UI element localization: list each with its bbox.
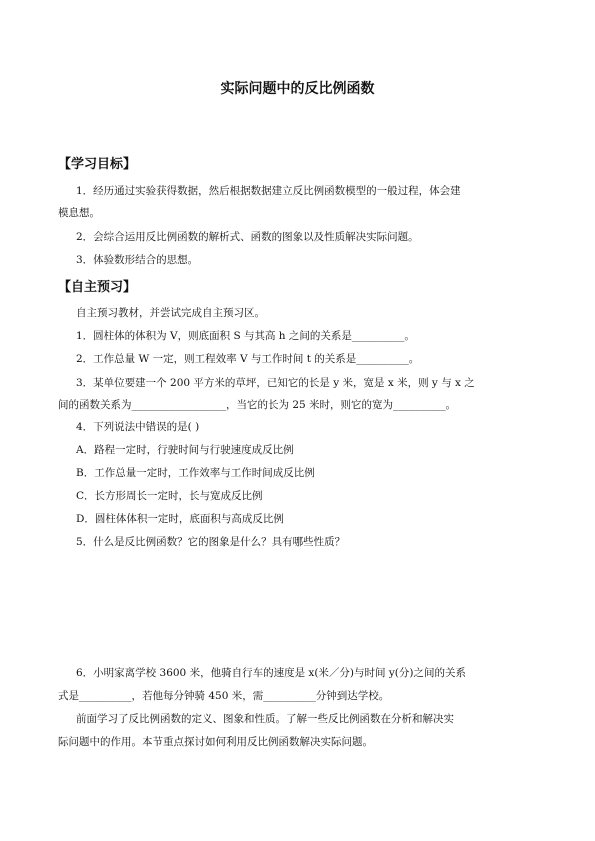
goal-item-3: 3．体验数形结合的思想。 [76,254,199,266]
question-4-option-c: C．长方形周长一定时，长与宽成反比例 [76,490,263,502]
question-3-line-2: 间的函数关系为__________________，当它的长为 25 米时，则它的宽为__________。 [58,399,457,411]
outro-line-2: 际问题中的作用。本节重点探讨如何利用反比例函数解决实际问题。 [58,736,373,748]
question-4-option-d: D．圆柱体体积一定时，底面积与高成反比例 [76,513,284,525]
preview-intro: 自主预习教材，并尝试完成自主预习区。 [76,307,265,319]
goal-item-2: 2．会综合运用反比例函数的解析式、函数的图象以及性质解决实际问题。 [76,231,419,243]
question-4: 4．下列说法中错误的是( ) [76,421,200,433]
question-1: 1．圆柱体的体积为 V，则底面积 S 与其高 h 之间的关系是__________。 [76,330,415,342]
goal-item-1-line-1: 1．经历通过实验获得数据，然后根据数据建立反比例函数模型的一般过程，体会建 [76,185,461,197]
question-6-line-1: 6．小明家离学校 3600 米，他骑自行车的速度是 x(米／分)与时间 y(分)之间的关系 [76,667,466,679]
self-preview-heading: 【自主预习】 [58,280,137,295]
goal-item-1-line-2: 模息想。 [58,207,100,219]
question-5: 5．什么是反比例函数？它的图象是什么？具有哪些性质？ [76,536,346,548]
question-4-option-a: A．路程一定时，行驶时间与行驶速度成反比例 [76,444,294,456]
question-6-line-2: 式是__________，若他每分钟骑 450 米，需__________分钟到达学校。 [58,690,390,702]
question-3-line-1: 3．某单位要建一个 200 平方米的草坪，已知它的长是 y 米，宽是 x 米，则 y 与 x 之 [76,377,475,389]
outro-line-1: 前面学习了反比例函数的定义、图象和性质。了解一些反比例函数在分析和解决实 [76,713,454,725]
question-2: 2．工作总量 W 一定，则工程效率 V 与工作时间 t 的关系是__________。 [76,353,420,365]
question-4-option-b: B．工作总量一定时，工作效率与工作时间成反比例 [76,467,315,479]
page-title: 实际问题中的反比例函数 [220,81,375,97]
learning-goals-heading: 【学习目标】 [58,157,137,172]
